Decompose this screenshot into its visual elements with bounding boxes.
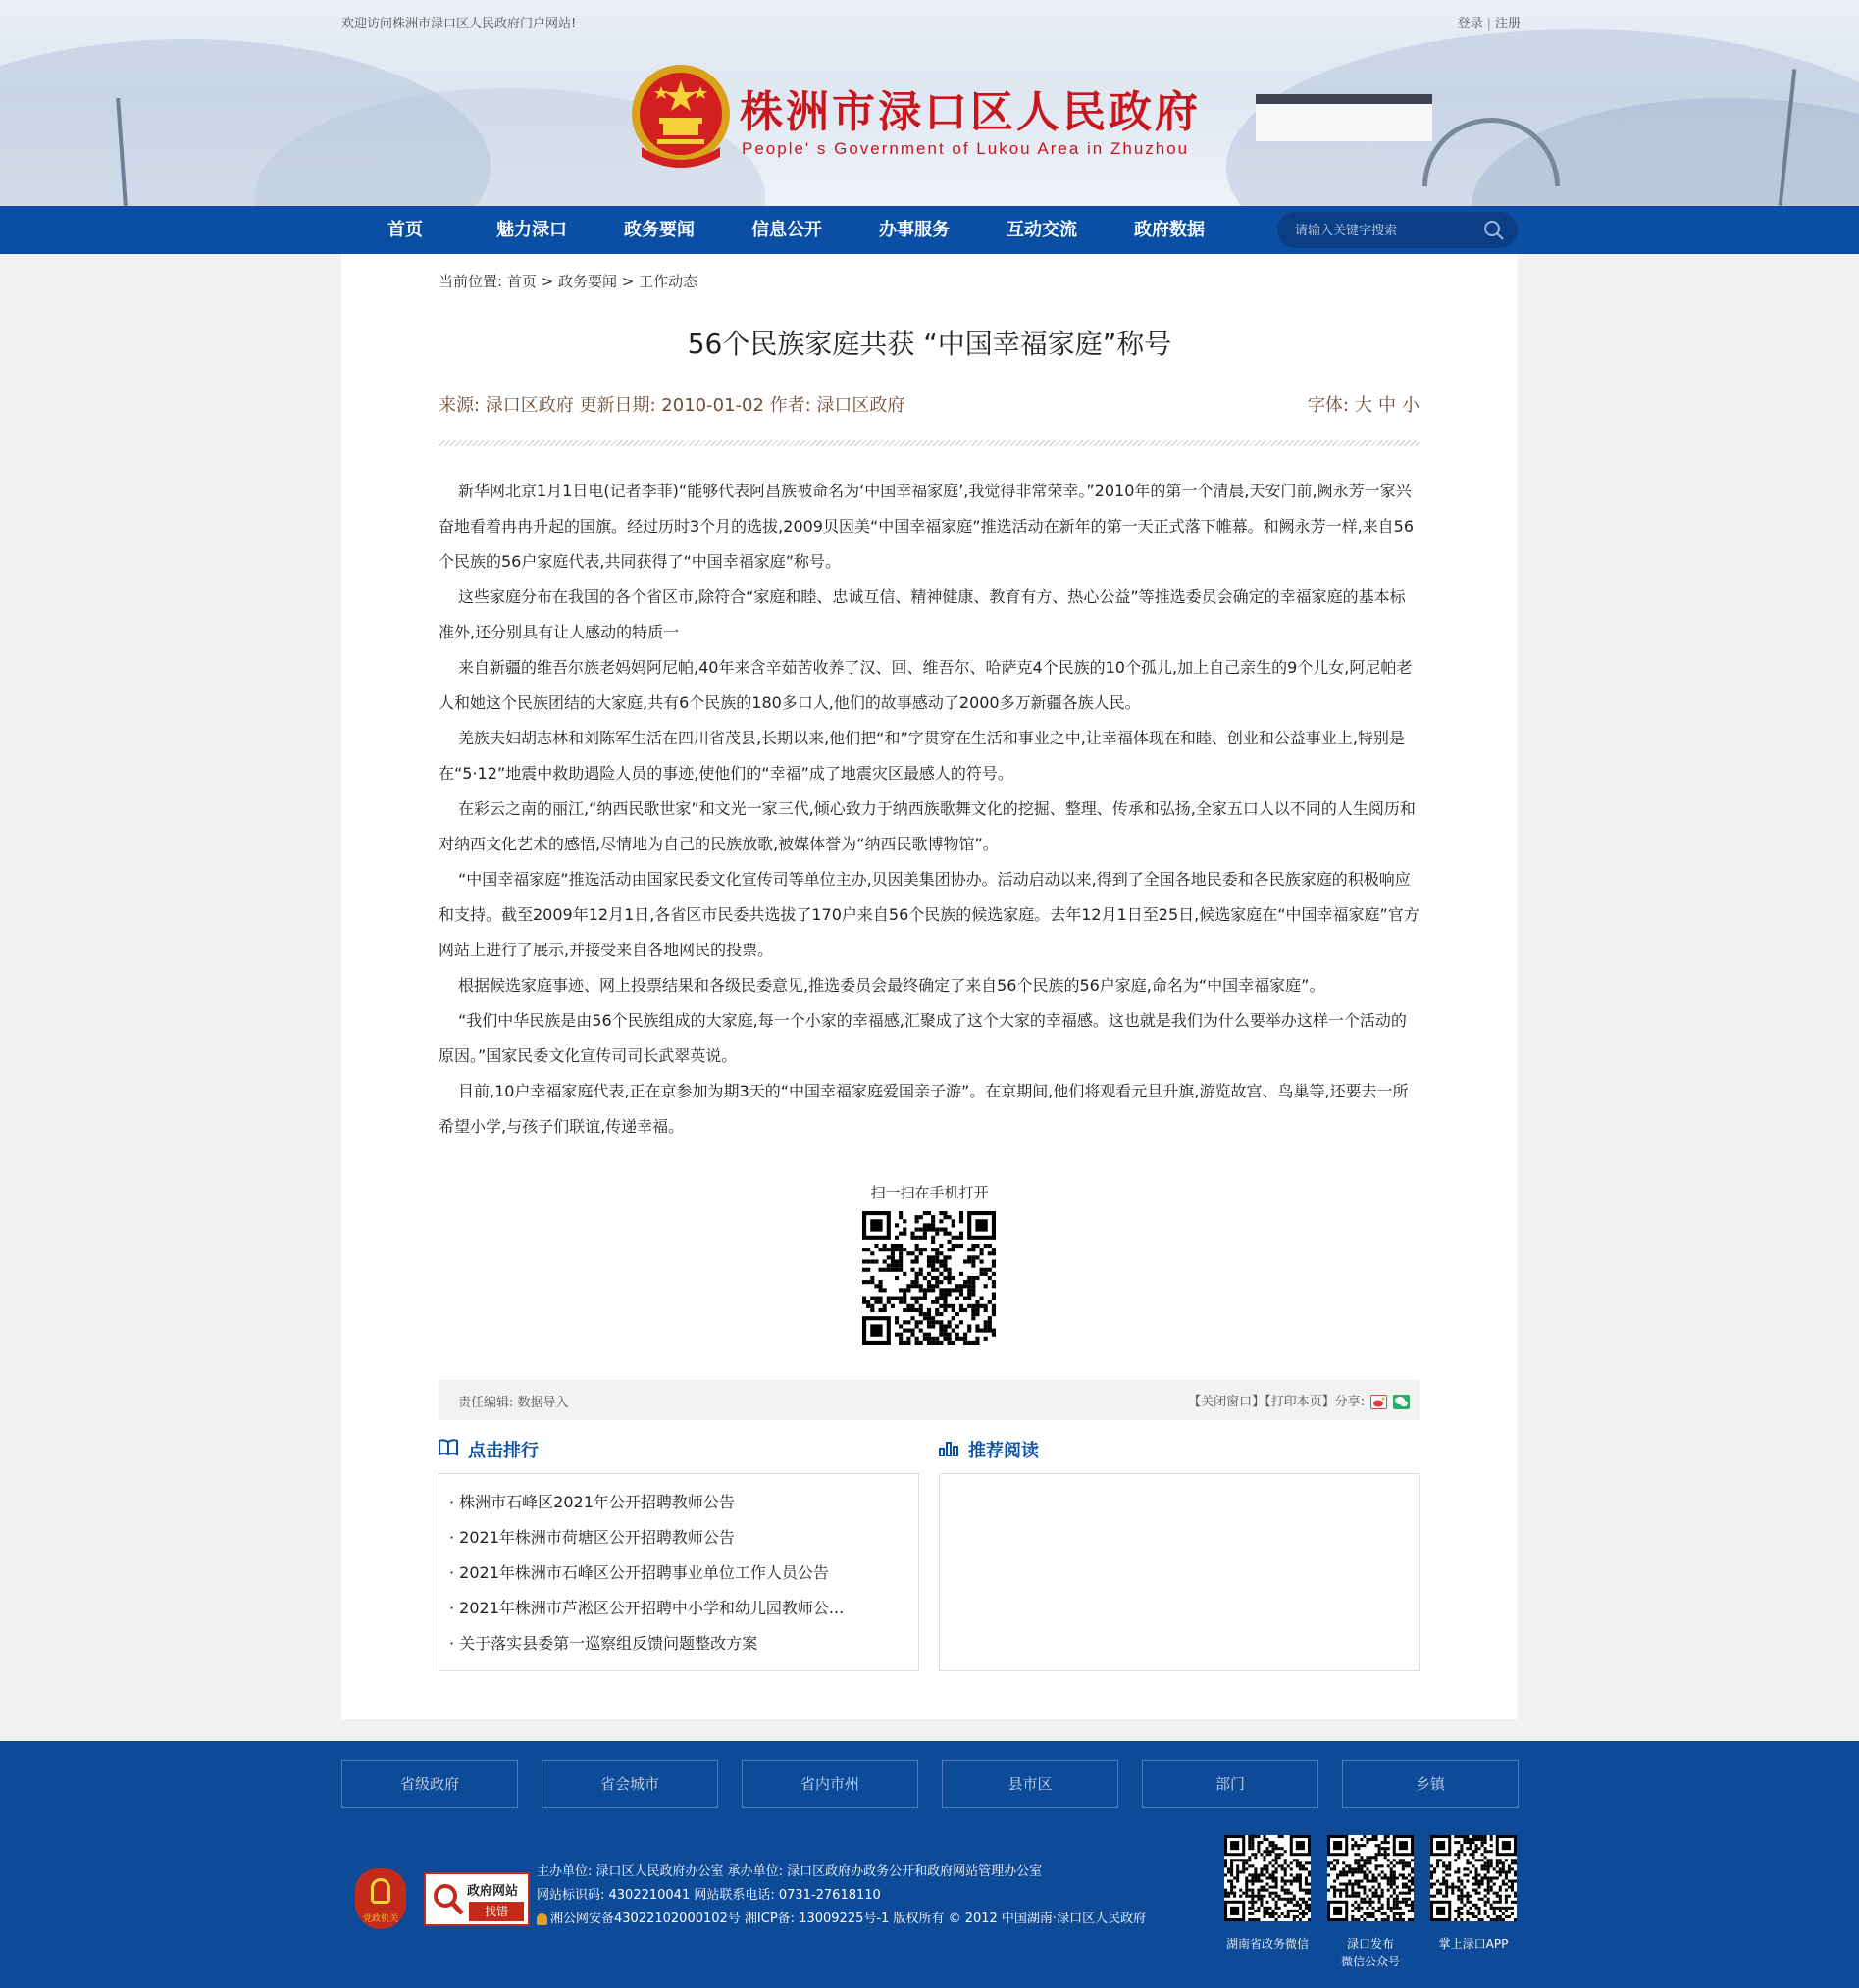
nav-news[interactable]: 政务要闻 [624,220,695,240]
breadcrumb [439,271,697,291]
article-paragraph: 羌族夫妇胡志林和刘陈军生活在四川省茂县,长期以来,他们把“和”字贯穿在生活和事业之中,让幸福体现在和睦、创业和公益事业上,特别是在“5·12”地震中救助遇险人员的事迹,使他们的“幸福”成了地震灾区最感人的符号。 [439,729,1405,783]
ranking-item-label[interactable]: 2021年株洲市石峰区公开招聘事业单位工作人员公告 [459,1563,829,1582]
article-meta: 来源: 渌口区政府 更新日期: 2010-01-02 作者: 渌口区政府 [439,395,905,416]
footer-icp [537,1908,1146,1926]
article-paragraph: 这些家庭分布在我国的各个省区市,除符合“家庭和睦、忠诚互信、精神健康、教育有方、热心公益”等推选委员会确定的幸福家庭的基本标准外,还分别具有让人感动的特质一 [439,587,1406,641]
nav-charm-lukou[interactable]: 魅力渌口 [496,220,567,240]
footer-link-provincial-gov[interactable]: 省级政府 [341,1760,518,1808]
national-emblem-icon[interactable] [628,63,734,171]
site-title[interactable]: 株洲市渌口区人民政府 [740,87,1201,137]
print-page-button[interactable]: 【打印本页】 [1265,1395,1335,1409]
close-window-button[interactable]: 【关闭窗口】 [1188,1395,1265,1409]
party-gov-badge[interactable] [355,1868,406,1929]
lukou-app-qr [1430,1835,1517,1921]
ranking-item-label[interactable]: 关于落实县委第一巡察组反馈问题整改方案 [459,1634,758,1653]
badge-text: 党政机关 [362,1914,398,1924]
bar-chart-icon [939,1441,958,1456]
police-badge-icon [537,1913,547,1925]
article-footer-bar [439,1380,1420,1420]
site-subtitle: People' s Government of Lukou Area in Zhuzhou [742,139,1190,158]
main-nav [0,206,1859,254]
ranking-item[interactable]: · 2021年株洲市石峰区公开招聘事业单位工作人员公告 [449,1563,829,1582]
dotted-divider [439,440,1420,446]
footer-link-prefectures[interactable]: 省内市州 [742,1760,918,1808]
nav-services[interactable]: 办事服务 [879,220,950,240]
ranking-item-label[interactable]: 株洲市石峰区2021年公开招聘教师公告 [459,1493,735,1511]
ranking-item[interactable]: · 2021年株洲市芦淞区公开招聘中小学和幼儿园教师公... [449,1599,845,1617]
breadcrumb-news[interactable]: 政务要闻 [558,273,618,290]
footer-link-towns[interactable]: 乡镇 [1342,1760,1519,1808]
font-size-label: 字体: [1307,395,1349,416]
qr-code [862,1211,996,1345]
breadcrumb-label: 当前位置: [439,273,503,290]
footer-link-counties[interactable]: 县市区 [942,1760,1118,1808]
footer-link-departments[interactable]: 部门 [1142,1760,1318,1808]
search-input[interactable] [1295,220,1476,240]
nav-interaction[interactable]: 互动交流 [1007,220,1077,240]
font-large-button[interactable]: 大 [1355,395,1372,416]
auth-links [1458,13,1521,31]
nav-home[interactable]: 首页 [387,220,423,240]
ranking-item[interactable]: · 株洲市石峰区2021年公开招聘教师公告 [449,1493,735,1511]
qr-caption-lukou-app: 掌上渌口APP [1438,1937,1509,1951]
article-title: 56个民族家庭共获 “中国幸福家庭”称号 [687,328,1172,360]
ranking-item-label[interactable]: 2021年株洲市芦淞区公开招聘中小学和幼儿园教师公... [459,1599,845,1617]
lukou-wechat-qr [1327,1835,1414,1921]
welcome-text: 欢迎访问株洲市渌口区人民政府门户网站! [341,17,577,31]
article-paragraph: 来自新疆的维吾尔族老妈妈阿尼帕,40年来含辛茹苦收养了汉、回、维吾尔、哈萨克4个民族的10个孤儿,加上自己亲生的9个儿女,阿尼帕老人和她这个民族团结的大家庭,共有6个民族的180多口人,他们的故事感动了2000多万新疆各族人民。 [439,658,1413,712]
breadcrumb-separator: > [541,273,554,290]
article-tools [1188,1391,1410,1409]
website-error-report-badge[interactable] [424,1872,530,1926]
ranking-list [439,1473,919,1671]
badge-emblem-icon [371,1878,390,1904]
hunan-wechat-qr [1224,1835,1311,1921]
article-paragraph: 根据候选家庭事迹、网上投票结果和各级民委意见,推选委员会最终确定了来自56个民族的56户家庭,命名为“中国幸福家庭”。 [458,976,1325,994]
content-panel [341,254,1518,1719]
login-link[interactable]: 登录 [1457,17,1483,31]
houses-decoration [1256,94,1432,141]
qr-caption-hunan-wechat: 湖南省政务微信 [1225,1937,1309,1951]
font-medium-button[interactable]: 中 [1378,395,1396,416]
site-footer [0,1741,1859,1988]
footer-link-capital-cities[interactable]: 省会城市 [542,1760,718,1808]
font-small-button[interactable]: 小 [1402,395,1420,416]
breadcrumb-separator: > [621,273,635,290]
ranking-item-label[interactable]: 2021年株洲市荷塘区公开招聘教师公告 [459,1528,735,1547]
nav-info-disclosure[interactable]: 信息公开 [751,220,822,240]
wechat-share-icon[interactable] [1393,1395,1410,1409]
recommend-title: 推荐阅读 [968,1441,1039,1461]
breadcrumb-home[interactable]: 首页 [506,273,537,290]
breadcrumb-work-updates[interactable]: 工作动态 [639,273,698,290]
search-box [1277,212,1518,248]
article-body [439,474,1420,1145]
ranking-item[interactable]: · 关于落实县委第一巡察组反馈问题整改方案 [449,1634,758,1653]
search-icon[interactable] [1482,219,1506,242]
book-icon [439,1439,458,1456]
nav-gov-data[interactable]: 政府数据 [1134,220,1205,240]
qr-caption: 扫一扫在手机打开 [870,1184,989,1201]
recommend-list [939,1473,1420,1671]
article-paragraph: 目前,10户幸福家庭代表,正在京参加为期3天的“中国幸福家庭爱国亲子游”。在京期间,他们将观看元旦升旗,游览故宫、鸟巢等,还要去一所希望小学,与孩子们联谊,传递幸福。 [439,1082,1409,1136]
site-header [0,0,1859,206]
ranking-item[interactable]: · 2021年株洲市荷塘区公开招聘教师公告 [449,1528,735,1547]
divider: | [1486,17,1491,31]
ranking-title: 点击排行 [468,1441,539,1461]
jc-line1: 政府网站 [467,1884,519,1899]
qr-caption-lukou-wechat: 渌口发布 微信公众号 [1340,1937,1400,1968]
article-paragraph: 在彩云之南的丽江,“纳西民歌世家”和文光一家三代,倾心致力于纳西族歌舞文化的挖掘、整理、传承和弘扬,全家五口人以不同的人生阅历和对纳西文化艺术的感悟,尽情地为自己的民族放歌,被媒体誉为“纳西民歌博物馆”。 [439,799,1416,853]
jc-line2: 找错 [469,1902,524,1921]
article-paragraph: “我们中华民族是由56个民族组成的大家庭,每一个小家的幸福感,汇聚成了这个大家的幸福感。这也就是我们为什么要举办这样一个活动的原因。”国家民委文化宣传司司长武翠英说。 [439,1011,1407,1065]
footer-site-code: 网站标识码: 4302210041 网站联系电话: 0731-27618110 [537,1888,881,1903]
article-paragraph: “中国幸福家庭”推选活动由国家民委文化宣传司等单位主办,贝因美集团协办。活动启动以来,得到了全国各地民委和各民族家庭的积极响应和支持。截至2009年12月1日,各省区市民委共选拔了170户来自56个民族的候选家庭。去年12月1日至25日,候选家庭在“中国幸福家庭”官方网站上进行了展示,并接受来自各地网民的投票。 [439,870,1420,959]
weibo-share-icon[interactable] [1370,1395,1387,1409]
font-size-switcher [1308,391,1420,417]
footer-host-info: 主办单位: 渌口区人民政府办公室 承办单位: 渌口区政府办政务公开和政府网站管理办公室 [537,1864,1043,1879]
register-link[interactable]: 注册 [1494,17,1521,31]
footer-icp-text: 湘公网安备43022102000102号 湘ICP备: 13009225号-1 版权所有 © 2012 中国湖南·渌口区人民政府 [550,1912,1147,1926]
share-label: 分享: [1334,1395,1365,1409]
article-paragraph: 新华网北京1月1日电(记者李菲)“能够代表阿昌族被命名为‘中国幸福家庭’,我觉得非常荣幸。”2010年的第一个清晨,天安门前,阙永芳一家兴奋地看着冉冉升起的国旗。经过历时3个月的选拔,2009贝因美“中国幸福家庭”推选活动在新年的第一天正式落下帷幕。和阙永芳一样,来自56个民族的56户家庭代表,共同获得了“中国幸福家庭”称号。 [439,482,1415,571]
responsible-editor: 责任编辑: 数据导入 [458,1396,569,1410]
magnifier-icon [432,1882,465,1917]
